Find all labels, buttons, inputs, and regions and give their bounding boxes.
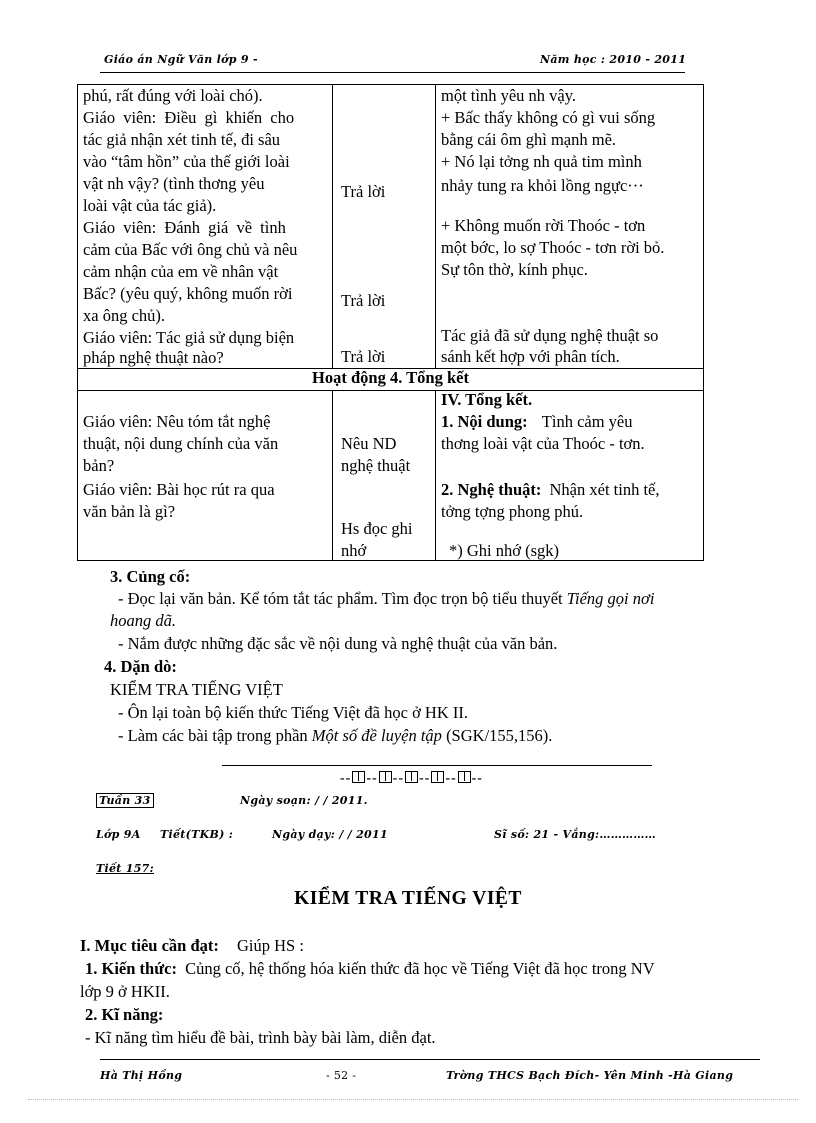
summary-art-line (441, 479, 660, 501)
table-border-right (703, 84, 704, 561)
teacher-line: cảm của Bấc với ông chủ và nêu (83, 240, 298, 259)
teacher-line: cảm nhận của em về nhân vật (83, 262, 279, 281)
student-answer: Trả lời (341, 291, 386, 310)
footer-center: - 52 - (326, 1069, 357, 1082)
book-icon (379, 771, 392, 783)
teacher-line: Bấc? (yêu quý, không muốn rời (83, 284, 293, 303)
teacher-line: vào “tâm hồn” của thế giới loài (83, 152, 290, 171)
homework-heading: 4. Dặn dò: (104, 657, 177, 676)
summary-teacher-line: văn bản là gì? (83, 502, 176, 521)
homework-line-3 (118, 725, 552, 747)
teach-date: Ngày dạy: / / 2011 (272, 828, 388, 841)
page-title: KIỂM TRA TIẾNG VIỆT (294, 888, 522, 909)
summary-teacher-line: bản? (83, 456, 115, 475)
teacher-line: Giáo viên: Tác giả sử dụng biện (83, 328, 295, 347)
summary-content-line-2: thơng loài vật của Thoóc - tơn. (441, 434, 645, 453)
table-border-mid1b (332, 390, 333, 561)
art-text: Nhận xét tinh tế, (549, 480, 660, 499)
knowledge-label: 1. Kiến thức: (85, 959, 177, 978)
page-bottom-rule (28, 1099, 798, 1100)
consolidation-line-2: hoang dã. (110, 611, 176, 630)
content-line: Sự tôn thờ, kính phục. (441, 260, 588, 279)
book-icon (431, 771, 444, 783)
content-line: sánh kết hợp với phân tích. (441, 347, 620, 366)
homework-text-a: - Làm các bài tập trong phần (118, 726, 308, 745)
summary-teacher-line: Giáo viên: Bài học rút ra qua (83, 480, 275, 499)
consolidation-line-3: - Nắm được những đặc sắc về nội dung và nghệ thuật của văn bản. (118, 634, 558, 653)
content-line: Tác giả đã sử dụng nghệ thuật so (441, 326, 659, 345)
footer-rule (100, 1059, 760, 1060)
footer-right: Trờng THCS Bạch Đích- Yên Minh -Hà Giang (446, 1069, 734, 1082)
teacher-line: xa ông chủ). (83, 306, 166, 325)
section-title: Hoạt động 4. Tổng kết (312, 368, 469, 387)
summary-note: *) Ghi nhớ (sgk) (449, 541, 560, 560)
consolidation-line-1 (118, 588, 654, 610)
teacher-line: Giáo viên: Điều gì khiến cho (83, 108, 295, 127)
period-number: Tiết 157: (96, 862, 154, 875)
content-line: + Nó lại tởng nh quả tim mình (441, 152, 642, 171)
separator-line (222, 765, 652, 766)
table-line-bottom (77, 560, 704, 561)
header-right: Năm học : 2010 - 2011 (540, 53, 687, 66)
week-label: Tuần 33 (96, 794, 154, 807)
footer-left: Hà Thị Hồng (100, 1069, 183, 1082)
content-line: + Không muốn rời Thoóc - tơn (441, 216, 646, 235)
content-line: + Bấc thấy không có gì vui sống (441, 108, 656, 127)
summary-art-line-2: tởng tợng phong phú. (441, 502, 584, 521)
teacher-line: tác giả nhận xét tinh tế, đi sâu (83, 130, 281, 149)
content-line: bằng cái ôm ghì mạnh mẽ. (441, 130, 617, 149)
period-tkb: Tiết(TKB) : (160, 828, 234, 841)
book-icon (352, 771, 365, 783)
homework-line-1: KIỂM TRA TIẾNG VIỆT (110, 680, 283, 699)
book-ornament: -- -- -- -- -- -- (340, 771, 483, 786)
summary-content-line (441, 411, 633, 433)
student-answer: Trả lời (341, 182, 386, 201)
header-left: Giáo án Ngữ Văn lớp 9 - (104, 53, 258, 66)
header-rule (100, 72, 685, 73)
novel-title: Tiếng gọi nơi (566, 589, 655, 608)
homework-text-b: (SGK/155,156). (446, 726, 553, 745)
summary-student-line: nghệ thuật (341, 456, 411, 475)
content-label: 1. Nội dung: (441, 412, 528, 431)
objectives-tail: Giúp HS : (237, 936, 304, 955)
summary-teacher-line: thuật, nội dung chính của văn (83, 434, 279, 453)
summary-teacher-line: Giáo viên: Nêu tóm tắt nghệ (83, 412, 271, 431)
skills-text: - Kĩ năng tìm hiểu đề bài, trình bày bài làm, diễn đạt. (85, 1028, 436, 1047)
knowledge-text: Củng cố, hệ thống hóa kiến thức đã học về Tiếng Việt đã học trong NV (185, 959, 655, 978)
class-label: Lớp 9A (96, 828, 141, 841)
consolidation-heading: 3. Củng cố: (110, 567, 191, 586)
lesson-table (77, 84, 704, 561)
book-icon (458, 771, 471, 783)
teacher-line: Giáo viên: Đánh giá về tình (83, 218, 286, 237)
summary-student-line: Nêu ND (341, 434, 397, 453)
attendance: Sĩ số: 21 - Vắng:…………… (494, 828, 656, 841)
objectives-heading (80, 935, 304, 957)
content-line: một tình yêu nh vậy. (441, 86, 577, 105)
book-icon (405, 771, 418, 783)
homework-book-title: Một số đề luyện tập (311, 726, 442, 745)
summary-student-line: Hs đọc ghi (341, 519, 413, 538)
knowledge-line-2: lớp 9 ở HKII. (80, 982, 170, 1001)
table-line-section-bottom (77, 390, 704, 391)
plan-date: Ngày soạn: / / 2011. (240, 794, 368, 807)
student-answer: Trả lời (341, 347, 386, 366)
teacher-line: pháp nghệ thuật nào? (83, 348, 224, 367)
teacher-line: phú, rất đúng với loài chó). (83, 86, 263, 105)
skills-label: 2. Kĩ năng: (85, 1005, 164, 1024)
homework-line-2: - Ôn lại toàn bộ kiến thức Tiếng Việt đã học ở HK II. (118, 703, 468, 722)
table-border-mid2 (435, 84, 436, 368)
objectives-label: I. Mục tiêu cần đạt: (80, 936, 219, 955)
summary-student-line: nhớ (341, 541, 367, 560)
art-label: 2. Nghệ thuật: (441, 480, 542, 499)
table-border-mid2b (435, 390, 436, 561)
summary-heading: IV. Tổng kết. (441, 390, 533, 409)
consolidation-text: - Đọc lại văn bản. Kể tóm tắt tác phẩm. Tìm đọc trọn bộ tiểu thuyết (118, 589, 563, 608)
content-line: nhảy tung ra khỏi lồng ngực··· (441, 176, 644, 195)
knowledge-line (85, 958, 655, 980)
table-border-mid1 (332, 84, 333, 368)
table-border-left (77, 84, 78, 561)
content-line: một bớc, lo sợ Thoóc - tơn rời bỏ. (441, 238, 665, 257)
content-text: Tình cảm yêu (541, 412, 633, 431)
teacher-line: vật nh vậy? (tình thơng yêu (83, 174, 265, 193)
teacher-line: loài vật của tác giả). (83, 196, 217, 215)
